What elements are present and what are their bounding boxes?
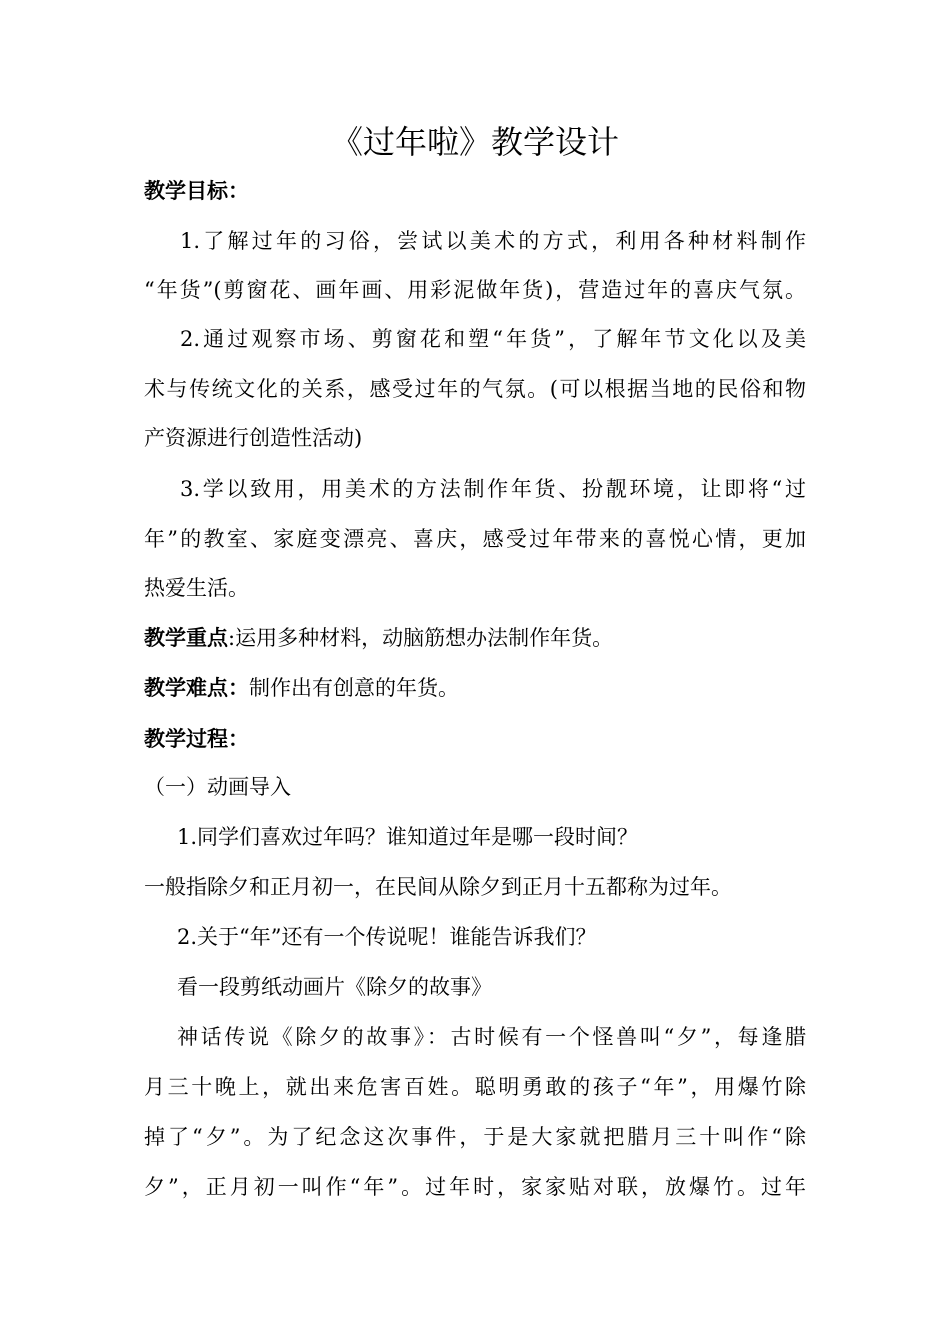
question-2: 2.关于“年”还有一个传说呢！谁能告诉我们？ — [177, 925, 597, 949]
objective-3-line-1: 3.学以致用，用美术的方法制作年货、扮靓环境，让即将“过 — [180, 477, 806, 501]
difficulty-text: 制作出有创意的年货。 — [249, 676, 459, 700]
objective-3-line-3: 热爱生活。 — [144, 576, 249, 600]
story-line-4: 夕”，正月初一叫作“年”。过年时，家家贴对联，放爆竹。过年 — [144, 1175, 806, 1199]
objective-3-line-2: 年”的教室、家庭变漂亮、喜庆，感受过年带来的喜悦心情，更加 — [144, 527, 806, 551]
objective-2-line-3: 产资源进行创造性活动) — [144, 426, 363, 450]
difficulty — [144, 673, 459, 703]
answer-1: 一般指除夕和正月初一，在民间从除夕到正月十五都称为过年。 — [144, 875, 732, 899]
video-prompt: 看一段剪纸动画片《除夕的故事》 — [177, 975, 492, 999]
key-point — [144, 623, 613, 653]
objective-1-line-1: 1.了解过年的习俗，尝试以美术的方式，利用各种材料制作 — [180, 229, 806, 253]
objective-2-line-1: 2.通过观察市场、剪窗花和塑“年货”，了解年节文化以及美 — [180, 327, 806, 351]
section-1-heading: （一）动画导入 — [144, 775, 291, 799]
key-point-text: :运用多种材料，动脑筋想办法制作年货。 — [228, 626, 614, 650]
difficulty-label: 教学难点： — [144, 676, 249, 700]
story-line-2: 月三十晚上，就出来危害百姓。聪明勇敢的孩子“年”，用爆竹除 — [144, 1075, 806, 1099]
objectives-heading: 教学目标： — [144, 179, 249, 203]
process-heading: 教学过程： — [144, 727, 249, 751]
document-title: 《过年啦》教学设计 — [330, 123, 619, 161]
objective-1-line-2: “年货”(剪窗花、画年画、用彩泥做年货)，营造过年的喜庆气氛。 — [144, 278, 806, 302]
question-1: 1.同学们喜欢过年吗？谁知道过年是哪一段时间？ — [177, 825, 639, 849]
story-line-1: 神话传说《除夕的故事》：古时候有一个怪兽叫“夕”，每逢腊 — [177, 1025, 806, 1049]
objective-2-line-2: 术与传统文化的关系，感受过年的气氛。(可以根据当地的民俗和物 — [144, 377, 806, 401]
story-line-3: 掉了“夕”。为了纪念这次事件，于是大家就把腊月三十叫作“除 — [144, 1125, 806, 1149]
key-point-label: 教学重点 — [144, 626, 228, 650]
